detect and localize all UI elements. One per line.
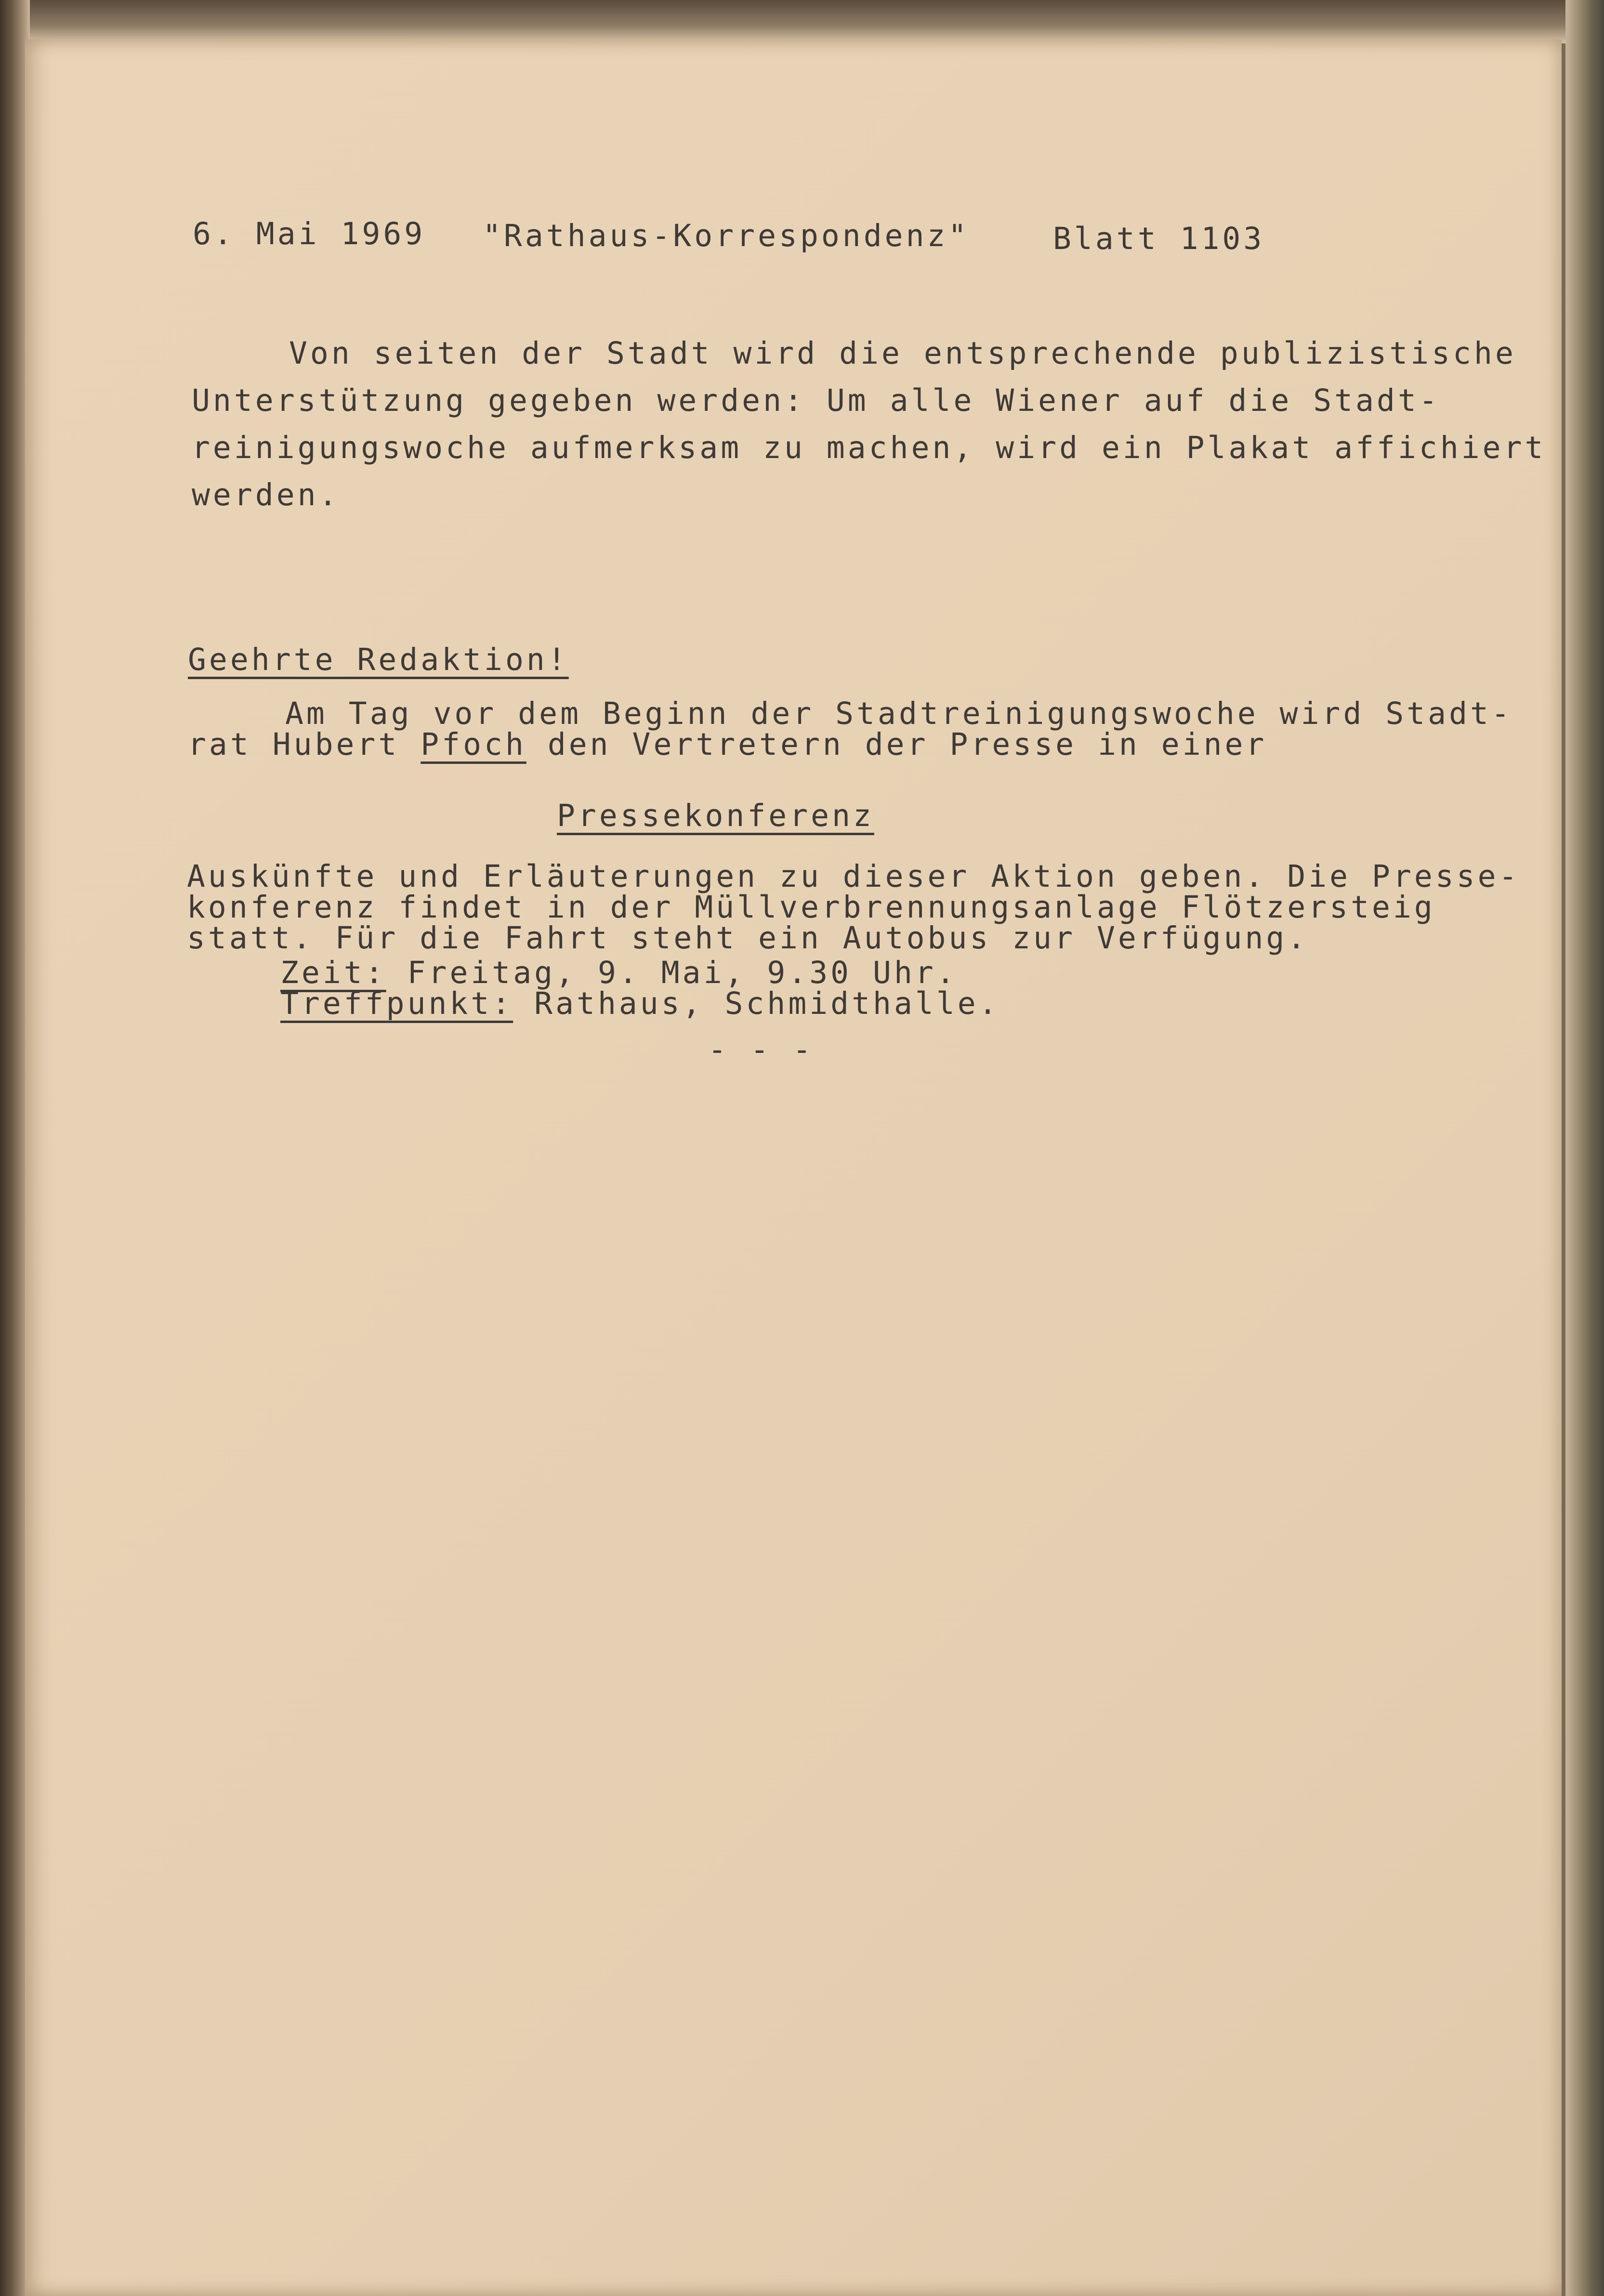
notice-body-line: Auskünfte und Erläuterungen zu dieser Aktion geben. Die Presse- (187, 859, 1520, 894)
press-conference-heading: Pressekonferenz (557, 798, 874, 833)
time-label: Zeit: (280, 955, 386, 990)
notice-line-2-prefix: rat Hubert (188, 727, 421, 762)
place-line (280, 988, 1000, 1019)
book-top-edge (0, 0, 1604, 43)
intro-line: werden. (192, 477, 340, 512)
salutation: Geehrte Redaktion! (188, 642, 569, 677)
header-sheet: Blatt 1103 (1053, 221, 1265, 256)
place-value: Rathaus, Schmidthalle. (513, 986, 1000, 1021)
notice-body-line: statt. Für die Fahrt steht ein Autobus zur Verfügung. (187, 920, 1309, 956)
header-publication: "Rathaus-Korrespondenz" (483, 218, 970, 253)
intro-line: Von seiten der Stadt wird die entsprechende publizistische (289, 336, 1516, 371)
time-value: Freitag, 9. Mai, 9.30 Uhr. (386, 955, 958, 990)
document-page (25, 39, 1562, 2296)
place-label: Treffpunkt: (280, 986, 513, 1021)
end-mark: - - - (708, 1032, 814, 1067)
intro-line: reinigungswoche aufmerksam zu machen, wird ein Plakat affichiert (192, 430, 1546, 465)
book-right-edge (1565, 0, 1604, 2296)
intro-line: Unterstützung gegeben werden: Um alle Wiener auf die Stadt- (192, 383, 1440, 418)
time-line (280, 955, 958, 990)
header-date: 6. Mai 1969 (193, 216, 426, 251)
official-name: Pfoch (421, 727, 526, 762)
notice-line-2 (188, 729, 1267, 760)
notice-line: Am Tag vor dem Beginn der Stadtreinigungswoche wird Stadt- (285, 696, 1512, 731)
notice-body-line: konferenz findet in der Müllverbrennungsanlage Flötzersteig (187, 890, 1435, 925)
notice-line-2-suffix: den Vertretern der Presse in einer (526, 727, 1267, 762)
